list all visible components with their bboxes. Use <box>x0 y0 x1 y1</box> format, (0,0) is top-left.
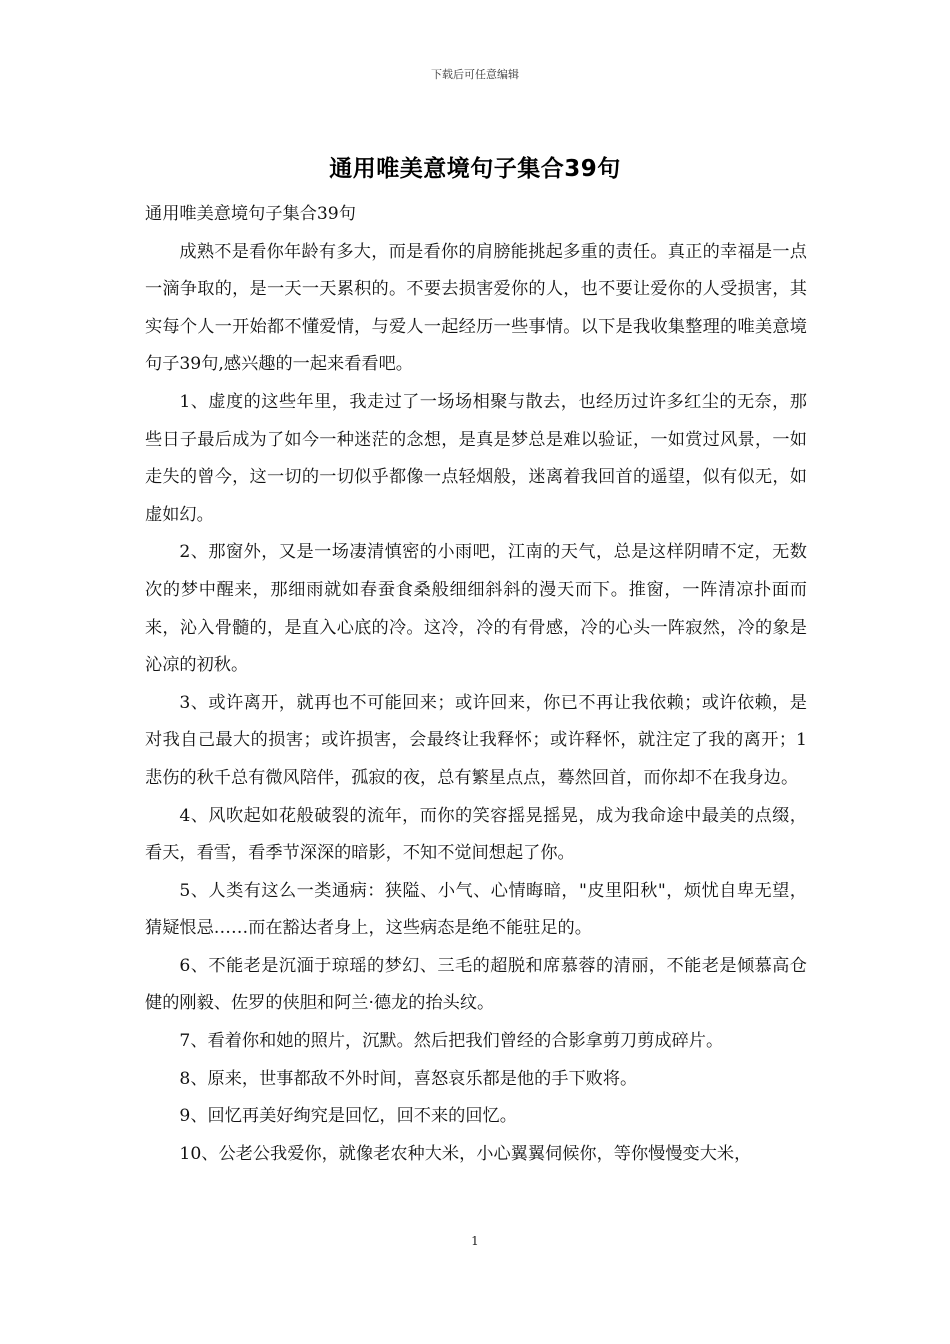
document-body <box>145 196 807 1173</box>
paragraph-item-5: 5、人类有这么一类通病：狭隘、小气、心情晦暗，"皮里阳秋"，烦忧自卑无望，猜疑恨忌……而在豁达者身上，这些病态是绝不能驻足的。 <box>145 880 807 939</box>
paragraph-item-6: 6、不能老是沉湎于琼瑶的梦幻、三毛的超脱和席慕蓉的清丽，不能老是倾慕高仓健的刚毅、佐罗的侠胆和阿兰·德龙的抬头纹。 <box>145 955 807 1014</box>
paragraph-item-7: 7、看着你和她的照片，沉默。然后把我们曾经的合影拿剪刀剪成碎片。 <box>179 1031 724 1052</box>
header-note: 下载后可任意编辑 <box>431 68 519 81</box>
paragraph-item-1: 1、虚度的这些年里，我走过了一场场相聚与散去，也经历过许多红尘的无奈，那些日子最后成为了如今一种迷茫的念想，是真是梦总是难以验证，一如赏过风景，一如走失的曾今，这一切的一切似乎都像一点轻烟般，迷离着我回首的遥望，似有似无，如虚如幻。 <box>145 391 807 525</box>
paragraph-intro: 成熟不是看你年龄有多大，而是看你的肩膀能挑起多重的责任。真正的幸福是一点一滴争取的，是一天一天累积的。不要去损害爱你的人，也不要让爱你的人受损害，其实每个人一开始都不懂爱情，与爱人一起经历一些事情。以下是我收集整理的唯美意境句子39句,感兴趣的一起来看看吧。 <box>145 241 807 375</box>
paragraph-item-4: 4、风吹起如花般破裂的流年，而你的笑容摇晃摇晃，成为我命途中最美的点缀，看天，看雪，看季节深深的暗影，不知不觉间想起了你。 <box>145 805 807 864</box>
paragraph-item-2: 2、那窗外，又是一场凄清慎密的小雨吧，江南的天气，总是这样阴晴不定，无数次的梦中醒来，那细雨就如春蚕食桑般细细斜斜的漫天而下。推窗，一阵清凉扑面而来，沁入骨髓的，是直入心底的冷。这冷，冷的有骨感，冷的心头一阵寂然，冷的象是沁凉的初秋。 <box>145 542 807 676</box>
page-number: 1 <box>471 1234 479 1248</box>
document-subtitle: 通用唯美意境句子集合39句 <box>145 204 356 224</box>
paragraph-item-10: 10、公老公我爱你，就像老农种大米，小心翼翼伺候你，等你慢慢变大米， <box>179 1143 752 1164</box>
paragraph-item-3: 3、或许离开，就再也不可能回来；或许回来，你已不再让我依赖；或许依赖，是对我自己最大的损害；或许损害，会最终让我释怀；或许释怀，就注定了我的离开；1悲伤的秋千总有微风陪伴，孤寂的夜，总有繁星点点，蓦然回首，而你却不在我身边。 <box>145 692 807 788</box>
document-title: 通用唯美意境句子集合39句 <box>329 156 621 182</box>
paragraph-item-8: 8、原来，世事都敌不外时间，喜怒哀乐都是他的手下败将。 <box>179 1068 638 1089</box>
paragraph-item-9: 9、回忆再美好绚究是回忆，回不来的回忆。 <box>179 1106 517 1127</box>
